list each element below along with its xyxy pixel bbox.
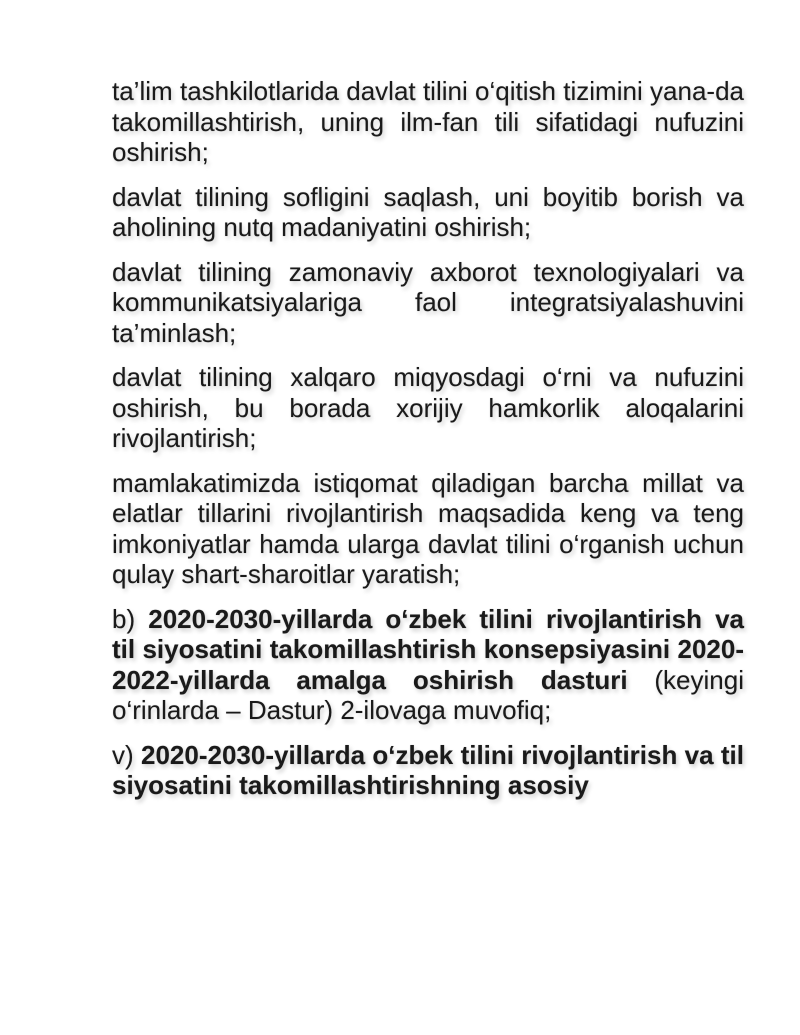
paragraph-minorities xyxy=(112,468,744,590)
paragraph-item-v xyxy=(112,740,744,801)
item-bold-title: 2020-2030-yillarda o‘zbek tilini rivojlantirish va til siyosatini takomillashtirishning asosiy xyxy=(112,739,744,800)
paragraph-international xyxy=(112,362,744,454)
paragraph-text: davlat tilining xalqaro miqyosdagi o‘rni va nufuzini oshirish, bu borada xorijiy hamkorlik aloqalarini rivojlantirish; xyxy=(112,362,744,453)
paragraph-text: ta’lim tashkilotlarida davlat tilini o‘qitish tizimini yana-da takomillashtirish, uning ilm-fan tili sifatidagi nufuzini oshirish; xyxy=(112,76,744,167)
paragraph-technology xyxy=(112,257,744,349)
paragraph-education xyxy=(112,76,744,168)
item-prefix: b) xyxy=(112,603,149,634)
paragraph-text: mamlakatimizda istiqomat qiladigan barcha millat va elatlar tillarini rivojlantirish maqsadida keng va teng imkoniyatlar hamda ularga davlat tilini o‘rganish uchun qulay shart-sharoitlar yaratish; xyxy=(112,467,744,589)
item-prefix: v) xyxy=(112,739,141,770)
document-page xyxy=(112,76,744,815)
paragraph-item-b xyxy=(112,604,744,726)
paragraph-text: davlat tilining sofligini saqlash, uni boyitib borish va aholining nutq madaniyatini oshirish; xyxy=(112,181,744,242)
item-suffix: (keyingi o‘rinlarda – Dastur) 2-ilovaga muvofiq; xyxy=(112,664,744,725)
paragraph-text: davlat tilining zamonaviy axborot texnologiyalari va kommunikatsiyalariga faol integratsiyalashuvini ta’minlash; xyxy=(112,256,744,348)
item-bold-title: 2020-2030-yillarda o‘zbek tilini rivojlantirish va til siyosatini takomillashtirish konsepsiyasini 2020-2022-yillarda amalga oshirish dasturi xyxy=(112,603,745,695)
paragraph-purity xyxy=(112,182,744,243)
